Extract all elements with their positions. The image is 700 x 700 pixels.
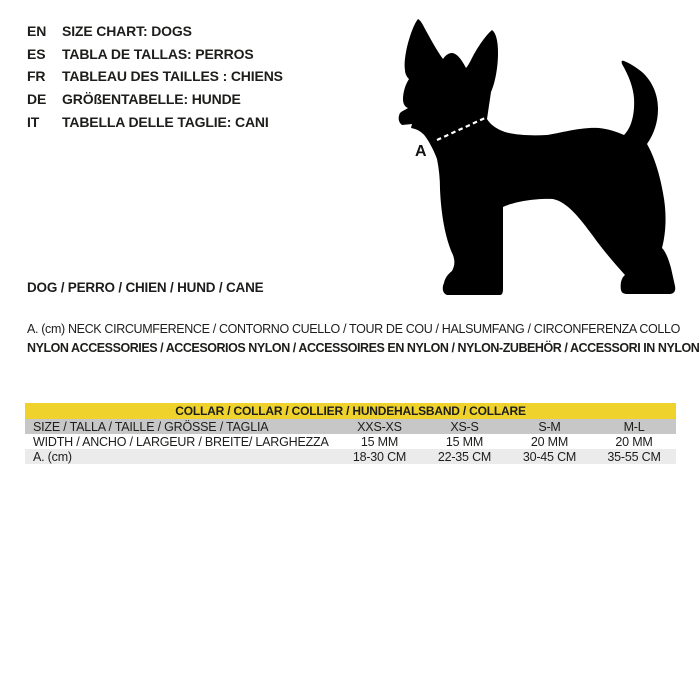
neck-value: 35-55 CM: [607, 449, 661, 464]
width-value: 15 MM: [445, 434, 484, 449]
language-title-list: [27, 20, 283, 133]
dog-silhouette-figure: [395, 3, 695, 303]
table-row-width: [25, 434, 676, 449]
neck-circumference-note: A. (cm) NECK CIRCUMFERENCE / CONTORNO CUELLO / TOUR DE COU / HALSUMFANG / CIRCONFERENZA COLLO: [27, 322, 680, 336]
table-row-neck: [25, 449, 676, 464]
language-title: TABELLA DELLE TAGLIE: CANI: [62, 113, 269, 130]
width-value: 15 MM: [360, 434, 399, 449]
row-label: SIZE / TALLA / TAILLE / GRÖSSE / TAGLIA: [33, 419, 269, 434]
width-value: 20 MM: [530, 434, 569, 449]
size-value: M-L: [623, 419, 645, 434]
language-row: [27, 110, 283, 133]
neck-value: 30-45 CM: [522, 449, 577, 464]
table-header-row: [25, 403, 676, 419]
material-note: NYLON ACCESSORIES / ACCESORIOS NYLON / ACCESSOIRES EN NYLON / NYLON-ZUBEHÖR / ACCESSORI IN NYLON: [27, 341, 700, 355]
neck-value: 22-35 CM: [437, 449, 492, 464]
measure-point-label: A: [415, 143, 427, 160]
collar-size-table: [25, 403, 676, 464]
size-value: XXS-XS: [357, 419, 402, 434]
width-value: 20 MM: [615, 434, 653, 449]
language-row: [27, 43, 283, 66]
language-code: EN: [27, 23, 47, 40]
language-code: DE: [27, 91, 47, 108]
language-title: TABLA DE TALLAS: PERROS: [62, 45, 254, 62]
language-row: [27, 65, 283, 88]
language-title: SIZE CHART: DOGS: [62, 23, 192, 40]
dog-caption: DOG / PERRO / CHIEN / HUND / CANE: [27, 280, 264, 295]
size-value: S-M: [538, 419, 561, 434]
language-row: [27, 20, 283, 43]
table-row-size: [25, 419, 676, 434]
language-title: GRÖßENTABELLE: HUNDE: [62, 91, 241, 108]
language-code: FR: [27, 68, 46, 85]
dog-silhouette-icon: [395, 3, 695, 303]
size-value: XS-S: [450, 419, 479, 434]
language-row: [27, 88, 283, 111]
row-label: WIDTH / ANCHO / LARGEUR / BREITE/ LARGHEZZA: [33, 434, 329, 449]
table-header-collar: COLLAR / COLLAR / COLLIER / HUNDEHALSBAND / COLLARE: [25, 403, 676, 419]
language-code: ES: [27, 45, 46, 62]
language-code: IT: [27, 113, 40, 130]
row-label: A. (cm): [33, 449, 72, 464]
language-title: TABLEAU DES TAILLES : CHIENS: [62, 68, 283, 85]
neck-value: 18-30 CM: [352, 449, 407, 464]
